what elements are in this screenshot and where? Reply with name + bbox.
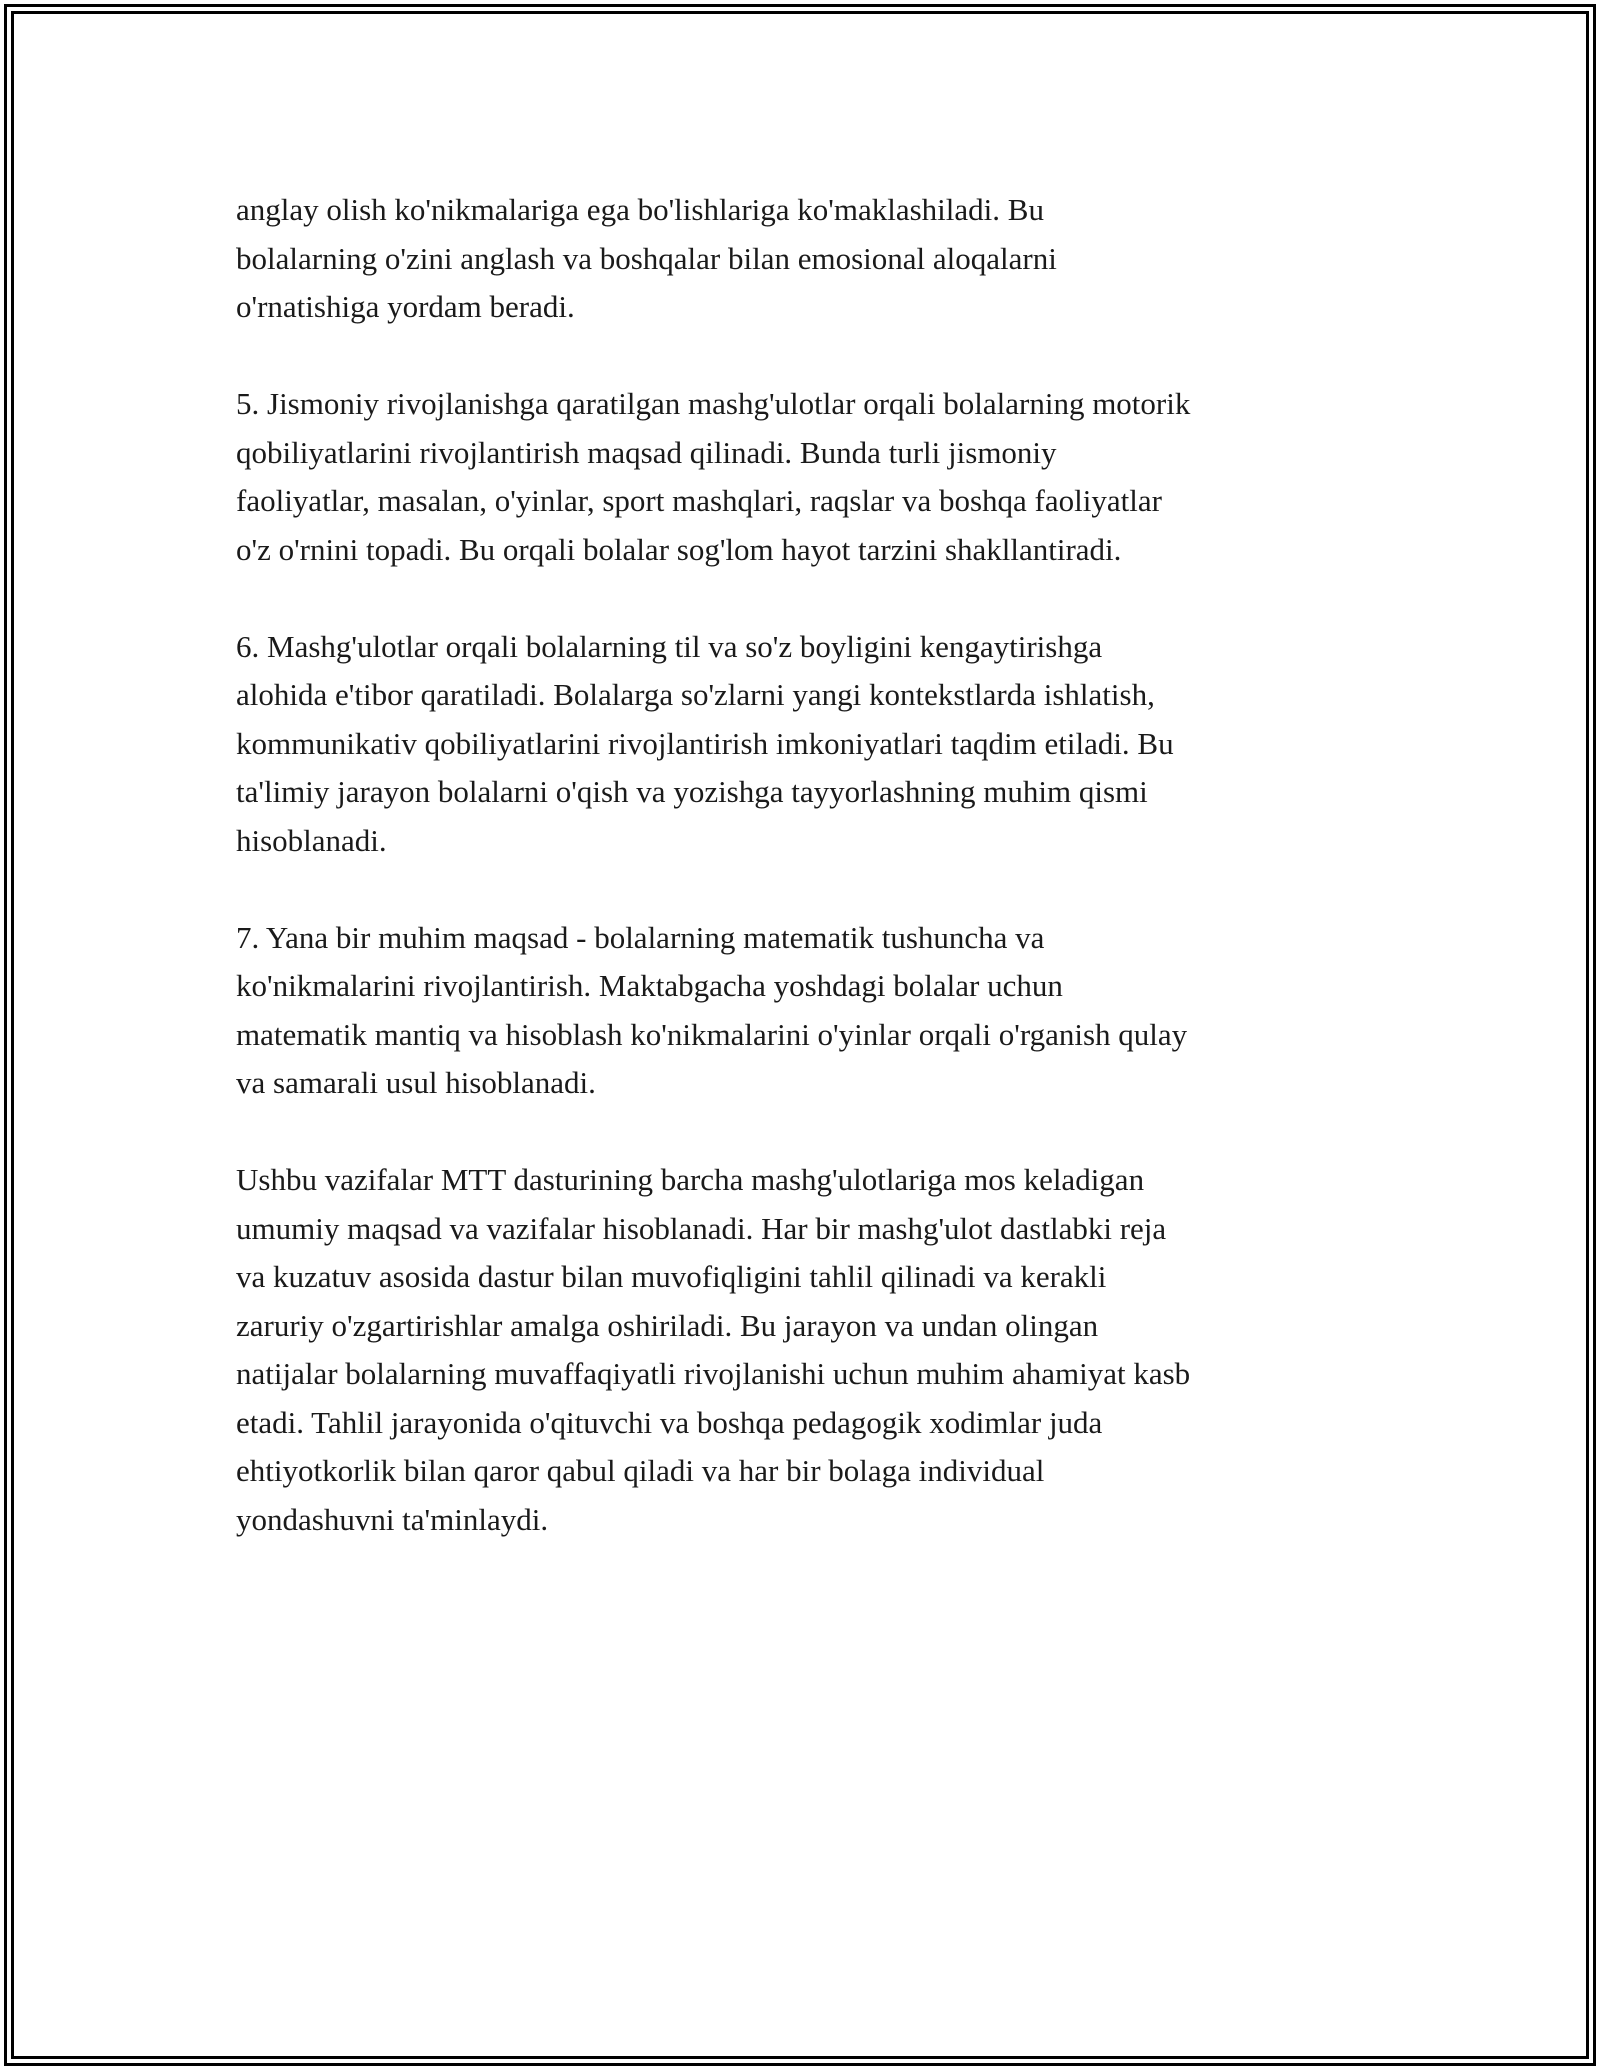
paragraph-item-7: 7. Yana bir muhim maqsad - bolalarning matematik tushuncha va ko'nikmalarini rivojlantirish. Maktabgacha yoshdagi bolalar uchun matematik mantiq va hisoblash ko'nikmalarini o'yinlar orqali o'rganish qulay va samarali usul hisoblanadi. [236,919,1188,1100]
paragraph-item-5: 5. Jismoniy rivojlanishga qaratilgan mashg'ulotlar orqali bolalarning motorik qobiliyatlarini rivojlantirish maqsad qilinadi. Bunda turli jismoniy faoliyatlar, masalan, o'yinlar, sport mashqlari, raqslar va boshqa faoliyatlar o'z o'rnini topadi. Bu orqali bolalar sog'lom hayot tarzini shakllantiradi. [236,386,1191,567]
document-body [236,186,1386,1544]
paragraph-summary: Ushbu vazifalar MTT dasturining barcha mashg'ulotlariga mos keladigan umumiy maqsad va vazifalar hisoblanadi. Har bir mashg'ulot dastlabki reja va kuzatuv asosida dastur bilan muvofiqligini tahlil qilinadi va kerakli zaruriy o'zgartirishlar amalga oshiriladi. Bu jarayon va undan olingan natijalar bolalarning muvaffaqiyatli rivojlanishi uchun muhim ahamiyat kasb etadi. Tahlil jarayonida o'qituvchi va boshqa pedagogik xodimlar juda ehtiyotkorlik bilan qaror qabul qiladi va har bir bolaga individual yondashuvni ta'minlaydi. [236,1162,1191,1537]
paragraph-continuation: anglay olish ko'nikmalariga ega bo'lishlariga ko'maklashiladi. Bu bolalarning o'zini anglash va boshqalar bilan emosional aloqalarni o'rnatishiga yordam beradi. [236,192,1057,324]
paragraph-item-6: 6. Mashg'ulotlar orqali bolalarning til va so'z boyligini kengaytirishga alohida e'tibor qaratiladi. Bolalarga so'zlarni yangi kontekstlarda ishlatish, kommunikativ qobiliyatlarini rivojlantirish imkoniyatlari taqdim etiladi. Bu ta'limiy jarayon bolalarni o'qish va yozishga tayyorlashning muhim qismi hisoblanadi. [236,628,1174,858]
